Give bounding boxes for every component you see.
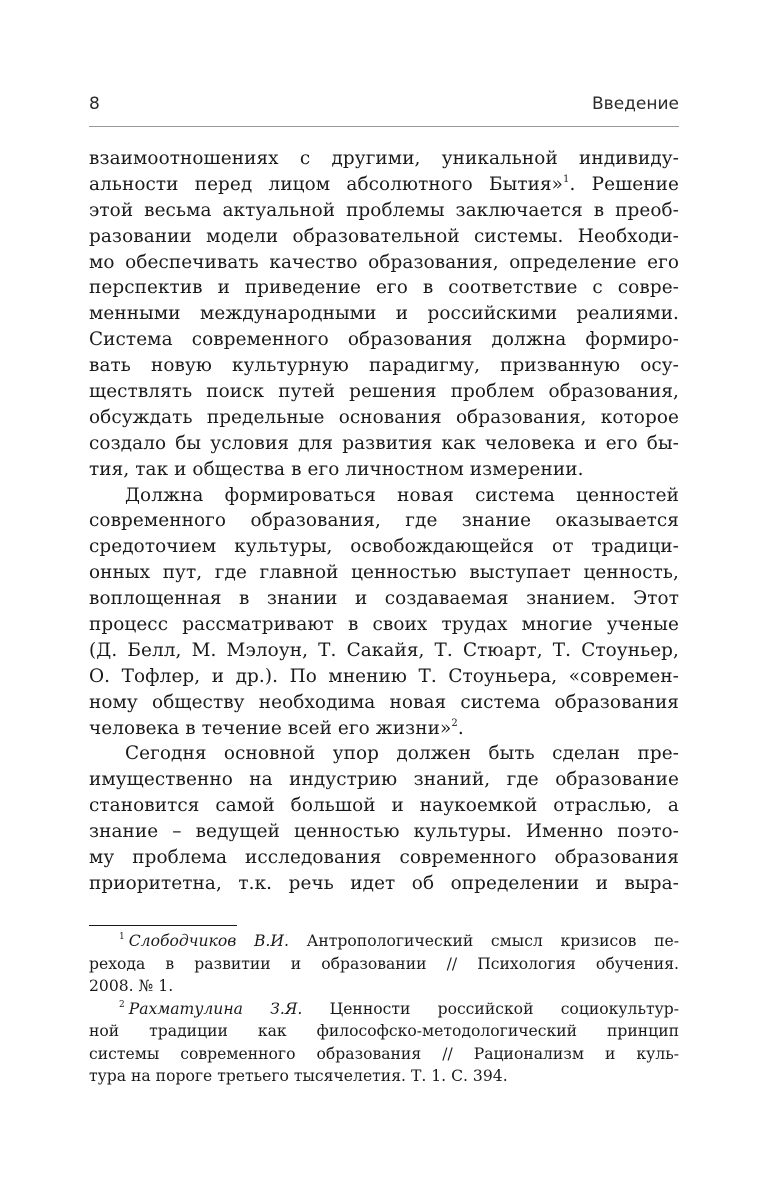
text-span: Антропологический смысл кризисов пе- xyxy=(288,932,679,950)
text-line: приоритетна, т.к. речь идет об определении и выра- xyxy=(89,872,679,894)
book-page xyxy=(89,0,679,1182)
text-line: средоточием культуры, освобождающейся от традици- xyxy=(89,536,679,558)
text-line: Система современного образования должна формиро- xyxy=(89,329,679,351)
text-line: создало бы условия для развития как человека и его бы- xyxy=(89,432,679,454)
footnote-2 xyxy=(89,998,679,1088)
text-line: ществлять поиск путей решения проблем образования, xyxy=(89,381,679,403)
footnote-line: рехода в развитии и образовании // Психология обучения. xyxy=(89,954,679,973)
running-head xyxy=(89,92,679,118)
footnote-author: Слободчиков В.И. xyxy=(128,932,289,950)
footnote-mark: 1 xyxy=(119,932,125,942)
section-title: Введение xyxy=(592,94,679,114)
text-span: Ценности российской социокультур- xyxy=(302,999,679,1018)
text-span: . xyxy=(457,717,464,739)
footnote-1 xyxy=(89,930,679,998)
footnote-line: 2008. № 1. xyxy=(89,977,174,995)
paragraph-1 xyxy=(89,146,679,483)
text-line: имущественно на индустрию знаний, где образование xyxy=(89,769,679,791)
text-line: му проблема исследования современного образования xyxy=(89,847,679,869)
text-line: взаимоотношениях с другими, уникальной индивиду- xyxy=(89,148,679,169)
footnote-mark: 2 xyxy=(119,999,125,1010)
text-line: (Д. Белл, М. Мэлоун, Т. Сакайя, Т. Стюарт, Т. Стоуньер, xyxy=(89,639,679,661)
footnote-rule xyxy=(89,925,237,926)
footnote-line: тура на пороге третьего тысячелетия. Т. 1. С. 394. xyxy=(89,1067,508,1085)
main-text xyxy=(89,146,679,897)
page-number: 8 xyxy=(89,94,100,114)
footnotes xyxy=(89,930,679,1088)
text-line: воплощенная в знании и создаваемая знанием. Этот xyxy=(89,588,679,610)
text-line: тия, так и общества в его личностном измерении. xyxy=(89,458,584,480)
text-line: Сегодня основной упор должен быть сделан пре- xyxy=(125,743,679,765)
text-line: этой весьма актуальной проблемы заключается в преоб- xyxy=(89,199,679,221)
footnote-line: системы современного образования // Рационализм и куль- xyxy=(89,1044,679,1063)
text-span: альности перед лицом абсолютного Бытия» xyxy=(89,173,564,195)
text-line: Должна формироваться новая система ценностей xyxy=(125,484,679,506)
footnote-author: Рахматулина З.Я. xyxy=(128,999,303,1018)
text-line: современного образования, где знание оказывается xyxy=(89,510,679,532)
text-line: разовании модели образовательной системы. Необходи- xyxy=(89,225,679,247)
footnote-line xyxy=(89,930,679,953)
text-line xyxy=(89,172,679,198)
footnote-line xyxy=(89,998,679,1021)
footnote-line: ной традиции как философско-методологический принцип xyxy=(89,1022,679,1040)
text-line: О. Тофлер, и др.). По мнению Т. Стоуньера, «современ- xyxy=(89,665,679,687)
text-line: обсуждать предельные основания образования, которое xyxy=(89,406,679,428)
header-rule xyxy=(89,126,679,127)
text-line: вать новую культурную парадигму, призванную осу- xyxy=(89,355,679,377)
paragraph-3 xyxy=(89,741,679,896)
text-line: процесс рассматривают в своих трудах многие ученые xyxy=(89,614,679,636)
text-line: онных пут, где главной ценностью выступает ценность, xyxy=(89,562,679,584)
text-line: знание – ведущей ценностью культуры. Именно поэто- xyxy=(89,821,679,843)
text-line: менными международными и российскими реалиями. xyxy=(89,303,679,325)
text-line: перспектив и приведение его в соответствие с совре- xyxy=(89,277,679,299)
paragraph-2 xyxy=(89,483,679,742)
text-span: человека в течение всей его жизни» xyxy=(89,717,452,739)
text-line: становится самой большой и наукоемкой отраслью, а xyxy=(89,795,679,817)
footnote-ref-1[interactable]: 1 xyxy=(563,173,570,185)
text-line: мо обеспечивать качество образования, определение его xyxy=(89,251,679,273)
text-span: . Решение xyxy=(569,173,679,195)
text-line xyxy=(89,716,679,742)
footnote-ref-2[interactable]: 2 xyxy=(451,717,458,729)
text-line: ному обществу необходима новая система образования xyxy=(89,691,679,713)
